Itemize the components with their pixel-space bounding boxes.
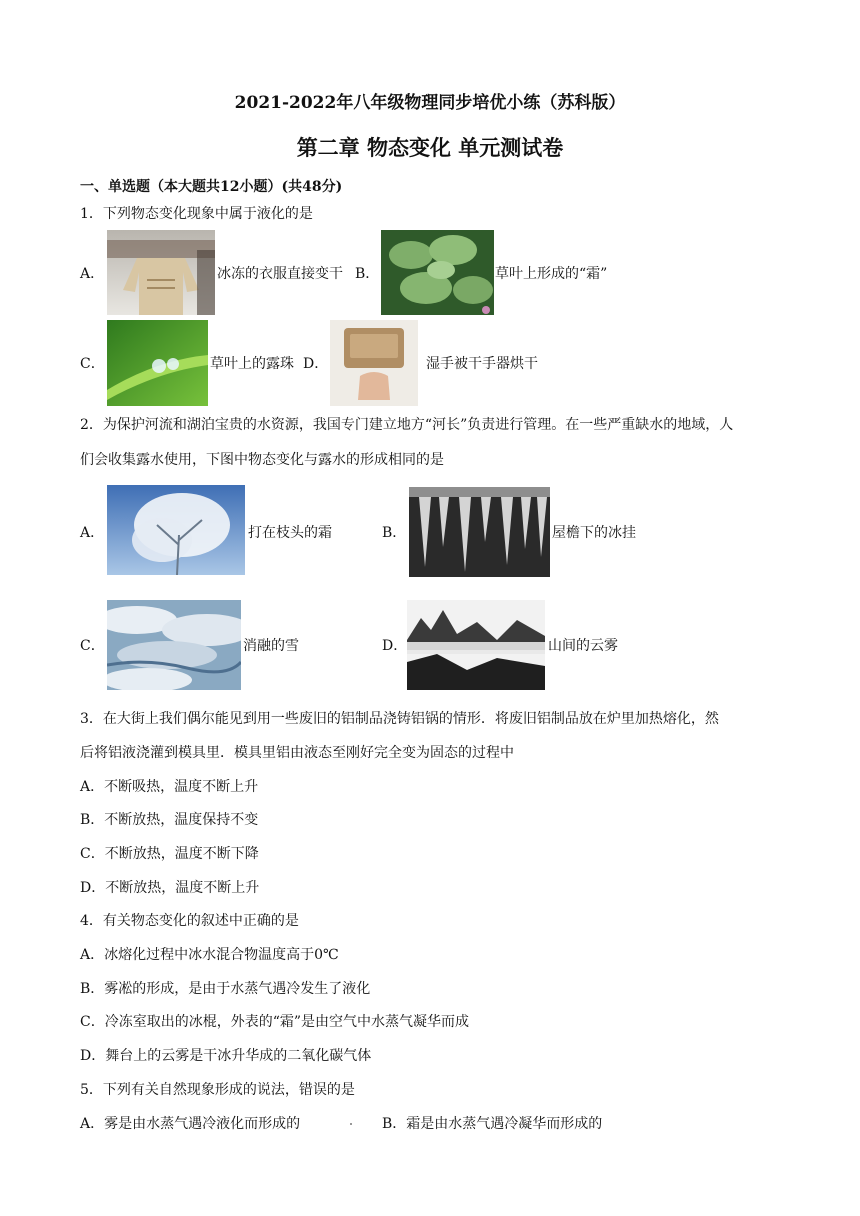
page-subtitle: 第二章 物态变化 单元测试卷 <box>296 135 564 160</box>
q1-image-frozen-sweater <box>107 230 215 315</box>
q1-option-a-text: 冰冻的衣服直接变干 <box>217 266 343 282</box>
q3-option-d: D．不断放热，温度不断上升 <box>80 880 260 896</box>
q2-option-a-letter: A． <box>80 525 105 541</box>
q2-option-c-text: 消融的雪 <box>243 638 299 654</box>
q3-stem-line1: 3．在大街上我们偶尔能见到用一些废旧的铝制品浇铸铝锅的情形．将废旧铝制品放在炉里加热熔化，然 <box>80 711 719 727</box>
q2-image-frost-branches <box>107 485 245 575</box>
q1-stem: 1．下列物态变化现象中属于液化的是 <box>80 206 313 222</box>
q4-option-c: C．冷冻室取出的冰棍，外表的“霜”是由空气中水蒸气凝华而成 <box>80 1014 470 1030</box>
q1-image-hand-dryer <box>330 320 418 406</box>
q2-option-b-letter: B． <box>382 525 407 541</box>
q2-option-c-letter: C． <box>80 638 105 654</box>
q1-image-dewdrop-grass <box>107 320 208 406</box>
q2-option-a-text: 打在枝头的霜 <box>248 525 332 541</box>
q1-option-d-letter: D． <box>303 356 329 372</box>
q2-stem-line1: 2．为保护河流和湖泊宝贵的水资源，我国专门建立地方“河长”负责进行管理。在一些严重缺水的地域，人 <box>80 417 734 433</box>
q3-option-b: B．不断放热，温度保持不变 <box>80 812 259 828</box>
q2-image-mountain-fog <box>407 600 545 690</box>
q1-option-b-text: 草叶上形成的“霜” <box>495 266 608 282</box>
q5-option-a: A．雾是由水蒸气遇冷液化而形成的 <box>80 1116 301 1132</box>
q5-option-b: B．霜是由水蒸气遇冷凝华而形成的 <box>382 1116 603 1132</box>
q2-option-d-text: 山间的云雾 <box>548 638 618 654</box>
q1-option-c-text: 草叶上的露珠 <box>210 356 294 372</box>
q1-option-a-letter: A． <box>80 266 105 282</box>
q2-image-icicles <box>409 487 550 577</box>
section-heading: 一、单选题（本大题共12小题）(共48分) <box>80 179 343 195</box>
q1-option-c-letter: C． <box>80 356 105 372</box>
page-title: 2021-2022年八年级物理同步培优小练（苏科版） <box>234 93 626 113</box>
q1-option-b-letter: B． <box>355 266 380 282</box>
stray-dot <box>350 1123 352 1125</box>
q2-option-b-text: 屋檐下的冰挂 <box>552 525 636 541</box>
q5-stem: 5．下列有关自然现象形成的说法，错误的是 <box>80 1082 355 1098</box>
q1-image-frost-leaves <box>381 230 494 315</box>
q2-image-melting-snow <box>107 600 241 690</box>
q3-option-a: A．不断吸热，温度不断上升 <box>80 779 259 795</box>
q4-option-d: D．舞台上的云雾是干冰升华成的二氧化碳气体 <box>80 1048 372 1064</box>
q4-option-a: A．冰熔化过程中冰水混合物温度高于0℃ <box>80 947 339 963</box>
q3-stem-line2: 后将铝液浇灌到模具里．模具里铝由液态至刚好完全变为固态的过程中 <box>80 745 514 761</box>
q2-option-d-letter: D． <box>382 638 408 654</box>
q2-stem-line2: 们会收集露水使用，下图中物态变化与露水的形成相同的是 <box>80 452 444 468</box>
q4-option-b: B．雾凇的形成，是由于水蒸气遇冷发生了液化 <box>80 981 371 997</box>
q1-option-d-text: 湿手被干手器烘干 <box>426 356 538 372</box>
q3-option-c: C．不断放热，温度不断下降 <box>80 846 259 862</box>
q4-stem: 4．有关物态变化的叙述中正确的是 <box>80 913 299 929</box>
